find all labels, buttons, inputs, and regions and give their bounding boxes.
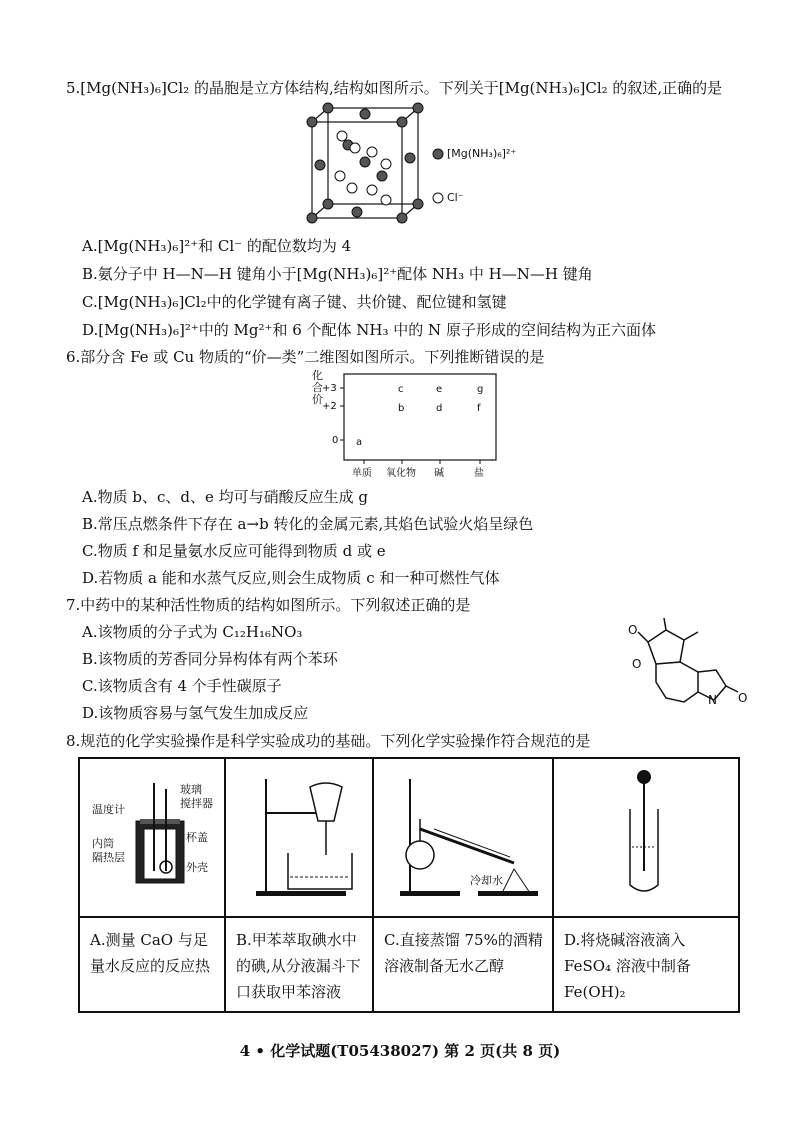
atom-o-3: O [738,691,748,705]
q5-option-d: D.[Mg(NH₃)₆]²⁺中的 Mg²⁺和 6 个配体 NH₃ 中的 N 原子形成的空间结构为正六面体 [82,321,656,339]
xtick-salt: 盐 [474,468,484,479]
point-b: b [398,403,405,414]
q6-stem: 6.部分含 Fe 或 Cu 物质的“价—类”二维图如图所示。下列推断错误的是 [66,348,545,366]
q6-option-d: D.若物质 a 能和水蒸气反应,则会生成物质 c 和一种可燃性气体 [82,569,500,587]
experiment-cell-a [80,759,224,1011]
label-insulation: 隔热层 [92,851,125,864]
chart-ylabel: 化合价 [312,369,323,406]
atom-n: N [708,693,717,707]
option-c-caption: C.直接蒸馏 75%的酒精溶液制备无水乙醇 [384,931,543,975]
label-cooling-water: 冷却水 [470,874,503,887]
xtick-element: 单质 [352,468,372,479]
label-shell: 外壳 [186,861,208,874]
experiment-cell-c [372,759,552,1011]
point-f: f [477,403,481,414]
valence-class-chart [320,368,520,480]
q6-option-b: B.常压点燃条件下存在 a→b 转化的金属元素,其焰色试验火焰呈绿色 [82,515,534,533]
q6-option-c: C.物质 f 和足量氨水反应可能得到物质 d 或 e [82,542,386,560]
atom-o-1: O [628,623,638,637]
test-tube-dropper-icon [554,759,738,914]
q7-stem: 7.中药中的某种活性物质的结构如图所示。下列叙述正确的是 [66,596,471,614]
point-g: g [477,384,484,395]
experiment-cell-b [224,759,372,1011]
point-c: c [398,384,404,395]
xtick-oxide: 氧化物 [386,468,416,479]
option-d-caption: D.将烧碱溶液滴入 FeSO₄ 溶液中制备 Fe(OH)₂ [564,931,691,1001]
q7-option-b: B.该物质的芳香同分异构体有两个苯环 [82,650,338,668]
experiment-cell-d [552,759,738,1011]
q8-stem: 8.规范的化学实验操作是科学实验成功的基础。下列化学实验操作符合规范的是 [66,732,591,750]
experiment-table [78,757,740,1013]
label-glass: 玻璃 [180,783,202,796]
option-a-caption: A.测量 CaO 与足量水反应的反应热 [90,931,211,975]
q5-stem: 5.[Mg(NH₃)₆]Cl₂ 的晶胞是立方体结构,结构如图所示。下列关于[Mg(NH₃)₆]Cl₂ 的叙述,正确的是 [66,79,723,97]
xtick-base: 碱 [434,468,444,479]
label-stirrer: 搅拌器 [180,797,213,810]
q6-option-a: A.物质 b、c、d、e 均可与硝酸反应生成 g [82,488,368,506]
label-inner-cup: 内筒 [92,837,114,850]
point-d: d [436,403,443,414]
q7-option-a: A.该物质的分子式为 C₁₂H₁₆NO₃ [82,623,303,641]
distillation-icon [374,759,552,914]
q5-option-a: A.[Mg(NH₃)₆]²⁺和 Cl⁻ 的配位数均为 4 [82,237,352,255]
separatory-funnel-icon [226,759,372,914]
molecule-structure [626,612,756,722]
q7-option-c: C.该物质含有 4 个手性碳原子 [82,677,282,695]
q5-option-c: C.[Mg(NH₃)₆]Cl₂中的化学键有离子键、共价键、配位键和氢键 [82,293,507,311]
label-thermometer: 温度计 [92,803,125,816]
point-a: a [356,437,363,448]
ytick-zero: 0 [332,435,339,446]
crystal-cell-figure [300,100,540,228]
legend-mg-label: [Mg(NH₃)₆]²⁺ [447,147,517,160]
ytick-plus2: +2 [322,401,337,412]
page-footer: 4 • 化学试题(T05438027) 第 2 页(共 8 页) [239,1042,561,1060]
legend-cl-label: Cl⁻ [447,191,464,204]
q5-option-b: B.氨分子中 H—N—H 键角小于[Mg(NH₃)₆]²⁺配体 NH₃ 中 H—N—H 键角 [82,265,593,283]
ytick-plus3: +3 [322,383,337,394]
point-e: e [436,384,443,395]
q7-option-d: D.该物质容易与氢气发生加成反应 [82,704,309,722]
atom-o-2: O [632,657,642,671]
option-b-caption: B.甲苯萃取碘水中的碘,从分液漏斗下口获取甲苯溶液 [236,931,361,1001]
label-lid: 杯盖 [186,831,208,844]
